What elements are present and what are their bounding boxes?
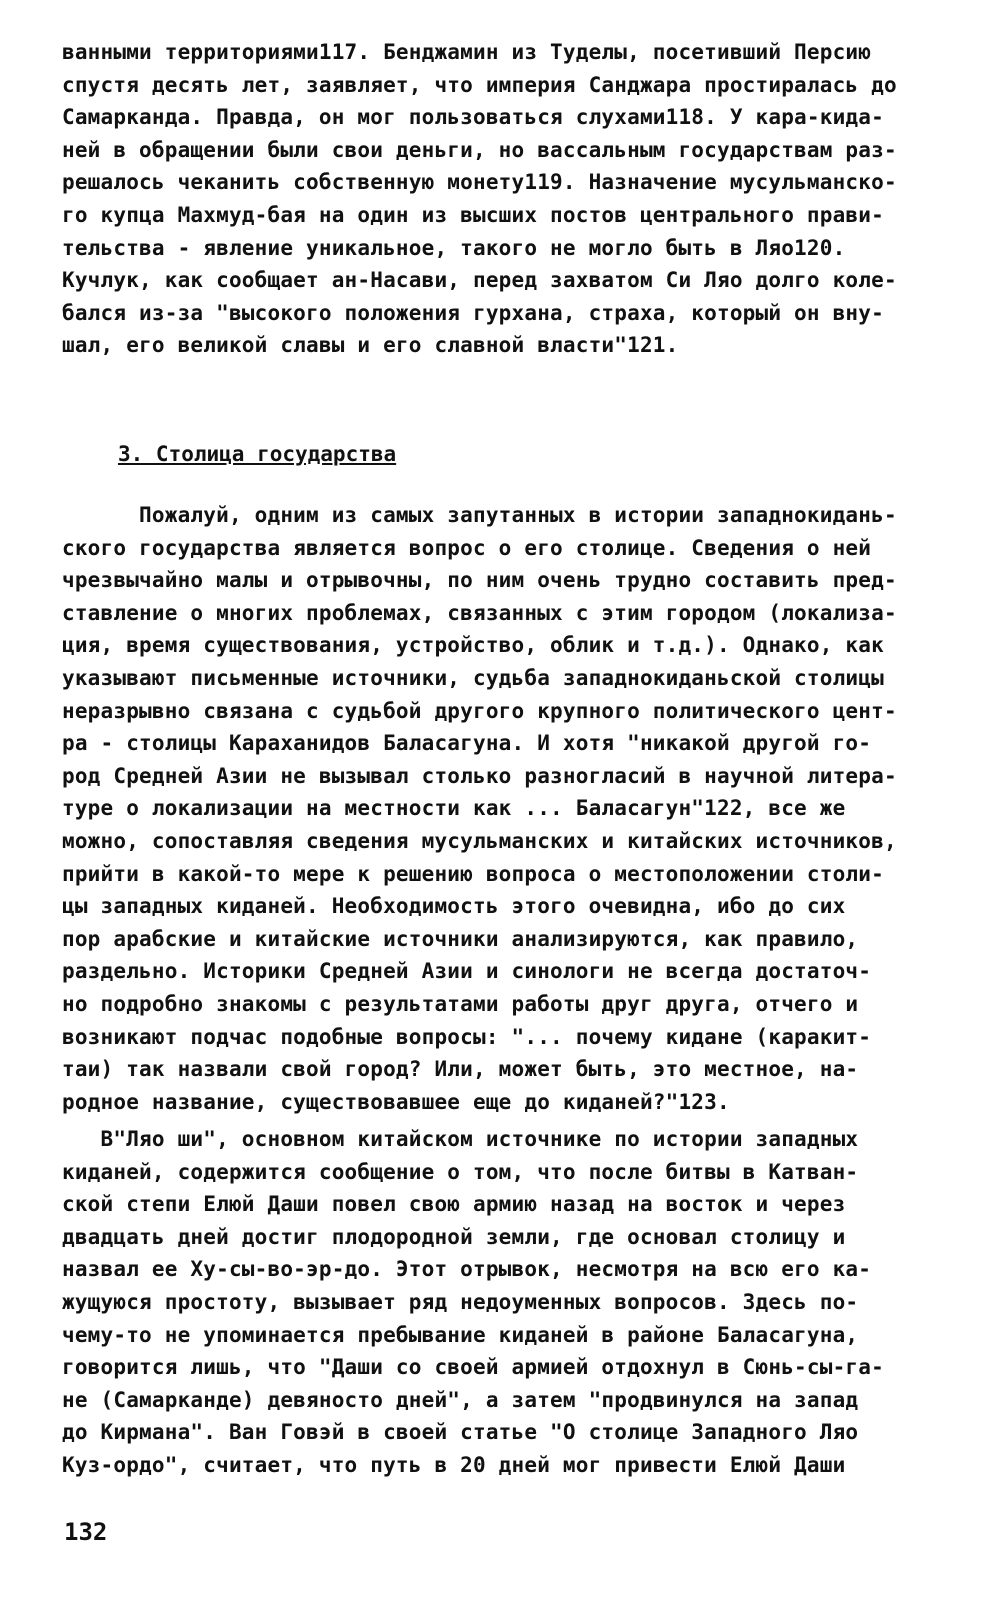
text-line: ра - столицы Караханидов Баласагуна. И хотя "никакой другой го- [62,731,872,756]
text-line: таи) так назвали свой город? Или, может быть, это местное, на- [62,1057,859,1082]
text-line: Пожалуй, одним из самых запутанных в истории западнокидань- [62,503,897,527]
text-line: говорится лишь, что "Даши со своей армией отдохнул в Сюнь-сы-га- [62,1355,884,1380]
text-line: чему-то не упоминается пребывание киданей в районе Баласагуна, [62,1322,859,1347]
text-line: В"Ляо ши", основном китайском источнике по истории западных [62,1127,859,1151]
text-line: неразрывно связана с судьбой другого крупного политического цент- [62,698,897,723]
text-line: Кучлук, как сообщает ан-Насави, перед захватом Си Ляо долго коле- [62,268,897,293]
text-line: до Кирмана". Ван Говэй в своей статье "О столице Западного Ляо [62,1420,859,1445]
text-line: Самарканда. Правда, он мог пользоваться слухами118. У кара-кида- [62,105,884,130]
text-line: Куз-ордо", считает, что путь в 20 дней мог привести Елюй Даши [62,1453,846,1477]
text-line: ней в обращении были свои деньги, но вассальным государствам раз- [62,137,897,162]
text-line: туре о локализации на местности как ... Баласагун"122, все же [62,796,846,821]
text-line: прийти в какой-то мере к решению вопроса о местоположении столи- [62,861,884,886]
text-line: киданей, содержится сообщение о том, что после битвы в Катван- [62,1159,859,1184]
text-line: ского государства является вопрос о его столице. Сведения о ней [62,535,872,560]
text-line: тельства - явление уникальное, такого не могло быть в Ляо120. [62,235,846,260]
text-line: ской степи Елюй Даши повел свою армию назад на восток и через [62,1192,846,1217]
text-line: не (Самарканде) девяносто дней", а затем "продвинулся на запад [62,1387,859,1412]
text-line: решалось чеканить собственную монету119. Назначение мусульманско- [62,170,897,195]
text-line: раздельно. Историки Средней Азии и синологи не всегда достаточ- [62,959,872,984]
text-line: двадцать дней достиг плодородной земли, где основал столицу и [62,1224,846,1249]
text-line: пор арабские и китайские источники анализируются, как правило, [62,926,859,951]
page-number: 132 [64,1518,108,1546]
text-line: чрезвычайно малы и отрывочны, по ним очень трудно составить пред- [62,568,897,593]
text-line: ция, время существования, устройство, облик и т.д.). Однако, как [62,633,884,658]
text-line: возникают подчас подобные вопросы: "... почему кидане (каракит- [62,1024,872,1049]
text-line: род Средней Азии не вызывал столько разногласий в научной литера- [62,763,897,788]
text-line: бался из-за "высокого положения гурхана, страха, который он вну- [62,300,884,325]
text-line: можно, сопоставляя сведения мусульманских и китайских источников, [62,829,897,853]
text-line: но подробно знакомы с результатами работы друг друга, отчего и [62,992,859,1016]
text-line: указывают письменные источники, судьба западнокиданьской столицы [62,666,884,690]
section-heading: 3. Столица государства [118,442,397,466]
text-line: ставление о многих проблемах, связанных с этим городом (локализа- [62,600,897,625]
text-line: родное название, существовавшее еще до киданей?"123. [62,1089,730,1114]
text-line: го купца Махмуд-бая на один из высших постов центрального прави- [62,203,884,227]
text-line: шал, его великой славы и его славной власти"121. [62,333,679,358]
text-line: ванными территориями117. Бенджамин из Туделы, посетивший Персию [62,40,872,64]
text-line: цы западных киданей. Необходимость этого очевидна, ибо до сих [62,894,846,919]
text-line: назвал ее Ху-сы-во-эр-до. Этот отрывок, несмотря на всю его ка- [62,1257,872,1282]
text-line: жущуюся простоту, вызывает ряд недоуменных вопросов. Здесь по- [62,1290,859,1314]
text-line: спустя десять лет, заявляет, что империя Санджара простиралась до [62,72,897,97]
